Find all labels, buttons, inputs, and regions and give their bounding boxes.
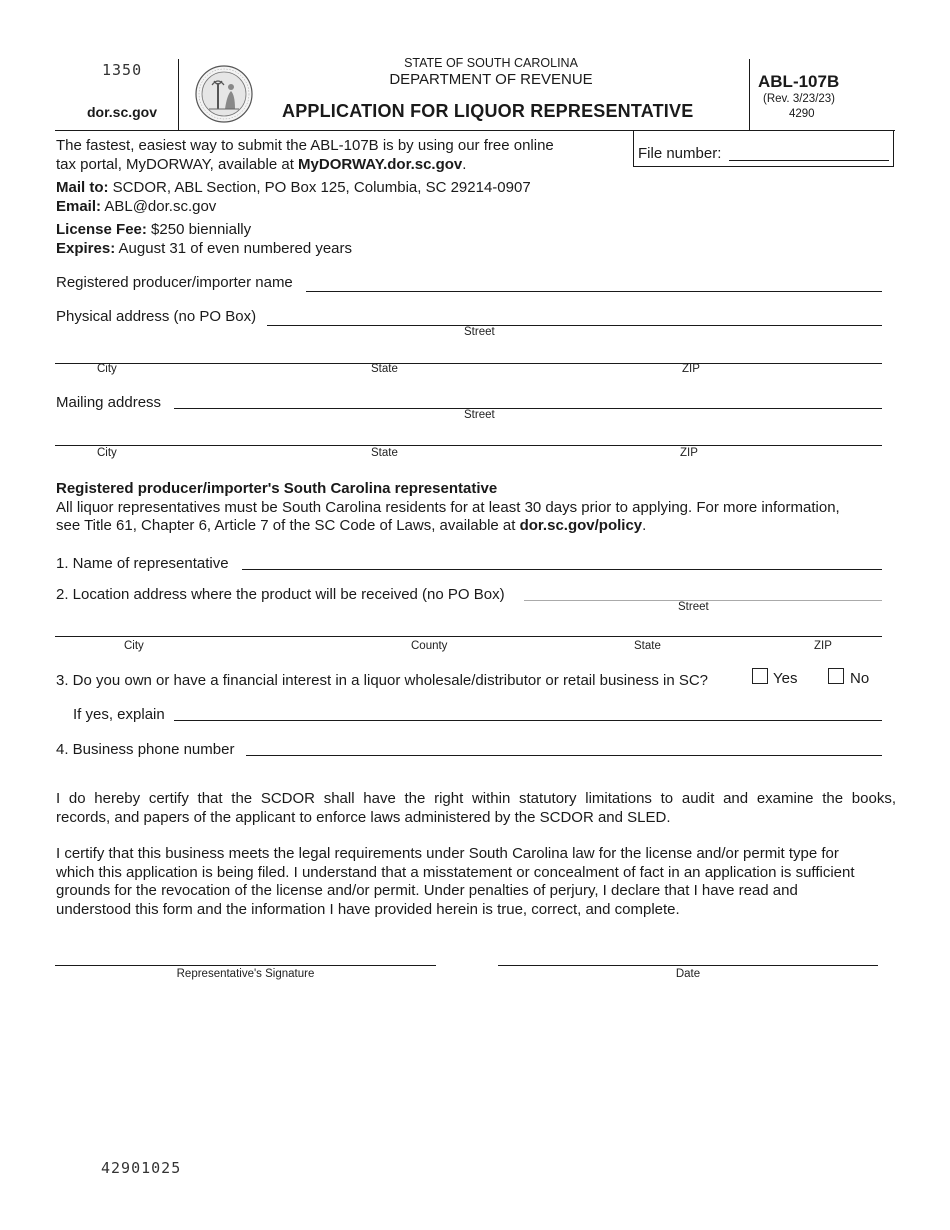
state-seal-icon [195, 65, 253, 123]
physical-city-caption: City [97, 363, 117, 375]
file-number-label: File number: [638, 145, 722, 162]
state-label: STATE OF SOUTH CAROLINA [404, 56, 578, 70]
yes-label: Yes [773, 670, 798, 687]
physical-address-label: Physical address (no PO Box) [56, 308, 257, 325]
location-street-caption: Street [678, 601, 709, 613]
signature-caption: Representative's Signature [176, 968, 315, 980]
physical-zip-caption: ZIP [682, 363, 700, 375]
website-label: dor.sc.gov [87, 104, 158, 120]
expires-label: Expires: [56, 240, 116, 257]
representative-note-2 [56, 517, 646, 534]
form-id: ABL-107B [758, 72, 840, 91]
email-value: ABL@dor.sc.gov [101, 198, 217, 215]
date-input[interactable] [498, 965, 878, 966]
producer-name-input[interactable] [306, 291, 882, 292]
mailing-city-caption: City [97, 447, 117, 459]
representative-heading: Registered producer/importer's South Carolina representative [56, 480, 498, 497]
no-label: No [850, 670, 870, 687]
representative-name-input[interactable] [242, 569, 882, 570]
header-divider-left [178, 59, 179, 130]
location-city-caption: City [124, 640, 144, 652]
intro-line-1: The fastest, easiest way to submit the ABL-107B is by using our free online [56, 137, 554, 154]
location-city-county-state-zip-input[interactable] [55, 636, 882, 637]
license-fee-label: License Fee: [56, 221, 147, 238]
physical-city-state-zip-input[interactable] [55, 363, 882, 364]
explain-label: If yes, explain [73, 706, 165, 723]
intro-line-2-end: . [462, 156, 467, 173]
cert-p2-line-1: I certify that this business meets the legal requirements under South Carolina law for the license and/or permit type for [56, 845, 839, 862]
form-code: 1350 [102, 61, 143, 79]
license-fee-line [56, 221, 251, 238]
no-checkbox[interactable] [828, 668, 844, 684]
mailing-city-state-zip-input[interactable] [55, 445, 882, 446]
business-phone-input[interactable] [246, 755, 882, 756]
email-label: Email: [56, 198, 102, 215]
intro-line-2 [56, 156, 466, 173]
file-number-box [633, 130, 894, 167]
barcode-number: 42901025 [101, 1159, 182, 1177]
mailing-street-caption: Street [464, 409, 495, 421]
location-state-caption: State [634, 640, 661, 652]
cert-p1-line-2: records, and papers of the applicant to enforce laws administered by the SCDOR and SLED. [56, 808, 671, 826]
expires-value: August 31 of even numbered years [115, 240, 353, 257]
license-fee-value: $250 biennially [146, 221, 252, 238]
yes-checkbox[interactable] [752, 668, 768, 684]
representative-note-2-text: see Title 61, Chapter 6, Article 7 of the SC Code of Laws, available at [56, 517, 520, 534]
page-title: APPLICATION FOR LIQUOR REPRESENTATIVE [282, 101, 694, 121]
location-zip-caption: ZIP [814, 640, 832, 652]
mydorway-link[interactable]: MyDORWAY.dor.sc.gov [298, 156, 463, 173]
certification-paragraph-2 [56, 845, 896, 919]
mail-to-label: Mail to: [56, 179, 109, 196]
cert-p1-line-1: I do hereby certify that the SCDOR shall have the right within statutory limitations to audit and examine the books, [56, 790, 896, 807]
q3-label: 3. Do you own or have a financial interest in a liquor wholesale/distributor or retail business in SC? [56, 672, 709, 689]
mail-to-value: SCDOR, ABL Section, PO Box 125, Columbia, SC 29214-0907 [108, 179, 531, 196]
q2-label: 2. Location address where the product will be received (no PO Box) [56, 586, 505, 603]
representative-note-2-end: . [642, 517, 647, 534]
expires-line [56, 240, 352, 257]
cert-p2-line-2: which this application is being filed. I understand that a misstatement or concealment of fact in an application is sufficient [56, 863, 855, 881]
form-number: 4290 [789, 108, 815, 120]
certification-paragraph-1 [56, 790, 896, 827]
physical-street-caption: Street [464, 326, 495, 338]
q1-label: 1. Name of representative [56, 555, 229, 572]
mailing-state-caption: State [371, 447, 398, 459]
mailing-address-label: Mailing address [56, 394, 162, 411]
q4-label: 4. Business phone number [56, 741, 235, 758]
policy-link[interactable]: dor.sc.gov/policy [519, 517, 643, 534]
file-number-input[interactable] [729, 134, 889, 161]
cert-p2-line-3: grounds for the revocation of the license and/or permit. Under penalties of perjury, I declare that I have read and [56, 882, 798, 899]
intro-line-2-text: tax portal, MyDORWAY, available at [56, 156, 299, 173]
mailing-zip-caption: ZIP [680, 447, 698, 459]
producer-name-label: Registered producer/importer name [56, 274, 293, 291]
location-county-caption: County [411, 640, 448, 652]
revision-date: (Rev. 3/23/23) [763, 93, 836, 105]
department-label: DEPARTMENT OF REVENUE [389, 71, 593, 88]
mailing-street-input[interactable] [174, 408, 882, 409]
mail-to-line [56, 179, 531, 196]
date-caption: Date [675, 968, 701, 980]
physical-state-caption: State [371, 363, 398, 375]
cert-p2-line-4: understood this form and the information I have provided herein is true, correct, and complete. [56, 900, 680, 918]
representative-note-1: All liquor representatives must be South Carolina residents for at least 30 days prior to applying. For more information, [56, 499, 840, 516]
signature-input[interactable] [55, 965, 436, 966]
explain-input[interactable] [174, 720, 882, 721]
header-divider-right [749, 59, 750, 130]
physical-street-input[interactable] [267, 325, 882, 326]
email-line [56, 198, 216, 215]
